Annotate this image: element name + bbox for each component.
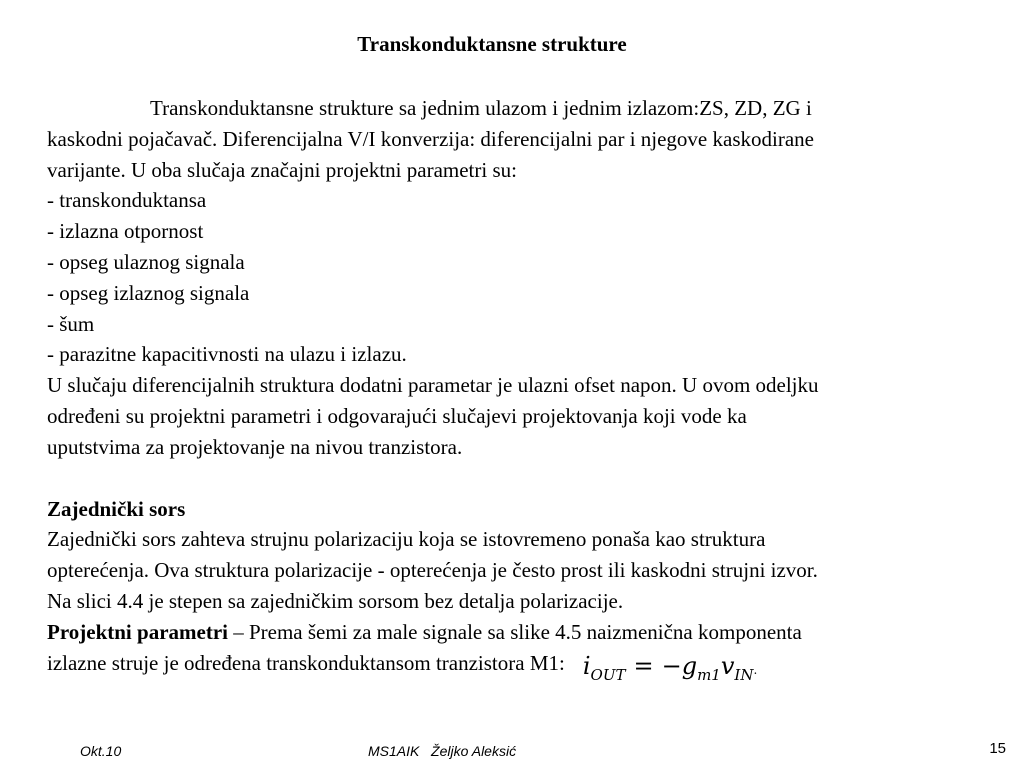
formula-minus: − — [661, 651, 682, 680]
paragraph-line: određeni su projektni parametri i odgovarajući slučajevi projektovanja koji vode ka — [47, 403, 747, 428]
formula-v-sub: IN — [734, 665, 754, 684]
formula-equals: = — [633, 651, 654, 680]
paragraph-line: Transkonduktansne strukture sa jednim ulazom i jednim izlazom:ZS, ZD, ZG i — [150, 96, 812, 120]
formula-v: v — [720, 651, 735, 680]
paragraph-line: Zajednički sors zahteva strujnu polarizaciju koja se istovremeno ponaša kao struktura — [47, 527, 766, 552]
projektni-label: Projektni parametri — [47, 619, 228, 644]
parameter-item: - parazitne kapacitivnosti na ulazu i izlazu. — [47, 342, 407, 367]
formula-i-sub: OUT — [590, 665, 626, 684]
page-number: 15 — [989, 740, 1006, 757]
parameter-item: - šum — [47, 311, 95, 336]
parameter-item: - transkonduktansa — [47, 188, 207, 213]
slide-title: Transkonduktansne strukture — [357, 32, 627, 56]
parameter-item: - opseg ulaznog signala — [47, 249, 245, 274]
formula-i: i — [582, 651, 591, 680]
parameter-item: - izlazna otpornost — [47, 219, 204, 244]
paragraph-line: U slučaju diferencijalnih struktura dodatni parametar je ulazni ofset napon. U ovom odeljku — [47, 373, 819, 398]
paragraph-line: uputstvima za projektovanje na nivou tranzistora. — [47, 434, 463, 459]
paragraph-line: varijante. U oba slučaja značajni projektni parametri su: — [47, 157, 517, 182]
spacer — [47, 463, 1007, 494]
projektni-text-2: izlazne struje je određena transkonduktansom tranzistora M1: — [47, 650, 565, 675]
section-heading: Zajednički sors — [47, 496, 186, 521]
projektni-text: – Prema šemi za male signale sa slike 4.5 naizmenična komponenta — [227, 619, 802, 644]
formula-g: g — [681, 651, 698, 680]
footer-date: Okt.10 — [80, 743, 122, 759]
parameter-item: - opseg izlaznog signala — [47, 280, 250, 305]
output-current-formula — [583, 651, 757, 691]
paragraph-line: opterećenja. Ova struktura polarizacije - opterećenja je često prost ili kaskodni strujni izvor. — [47, 558, 818, 583]
paragraph-line: Na slici 4.4 je stepen sa zajedničkim sorsom bez detalja polarizacije. — [47, 588, 624, 613]
slide-body — [47, 93, 1007, 690]
formula-end: . — [753, 662, 758, 677]
footer-course-author: MS1AIK Željko Aleksić — [368, 743, 517, 759]
projektni-line — [47, 617, 1007, 648]
formula-g-sub: m1 — [697, 665, 721, 684]
paragraph-line: kaskodni pojačavač. Diferencijalna V/I konverzija: diferencijalni par i njegove kaskodirane — [47, 126, 814, 151]
projektni-line-2 — [47, 648, 1007, 691]
